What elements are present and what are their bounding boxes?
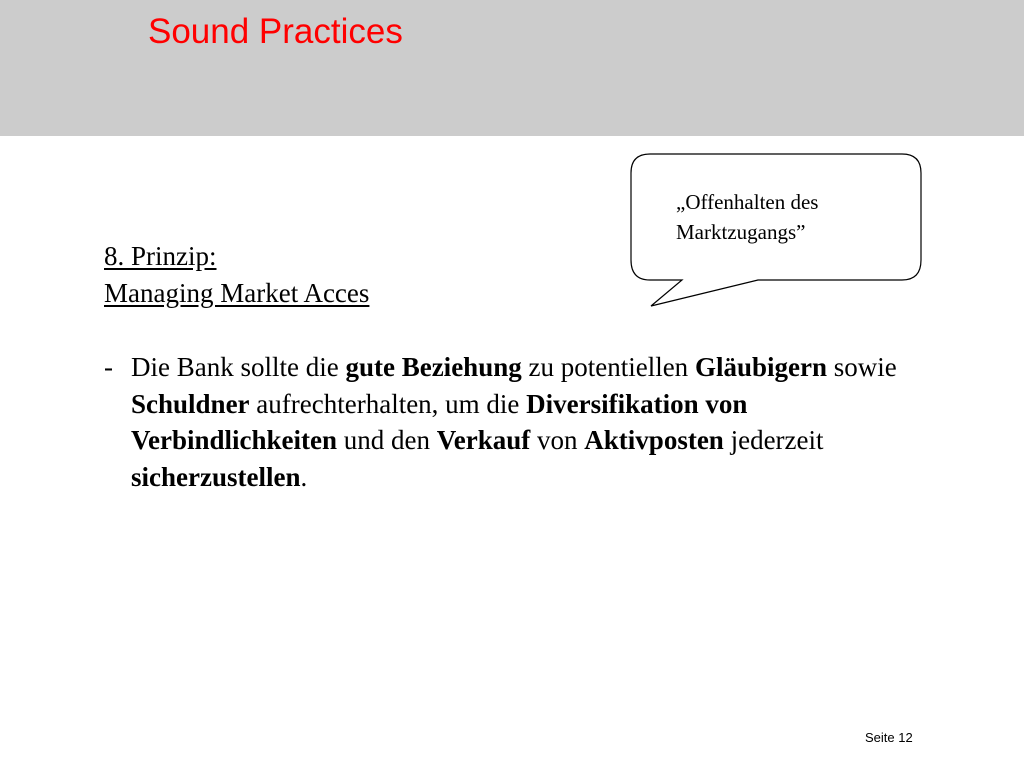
bullet-emphasis: Aktivposten <box>584 425 724 455</box>
bullet-text <box>131 349 941 495</box>
callout-line-2: Marktzugangs” <box>676 220 806 244</box>
bullet-segment: von <box>530 425 585 455</box>
bullet-segment: . <box>300 461 308 492</box>
principle-name: Managing Market Acces <box>104 278 370 308</box>
speech-bubble-callout <box>630 153 922 308</box>
bullet-segment: zu potentiellen <box>521 352 695 382</box>
bullet-emphasis: Gläubigern <box>694 352 827 382</box>
bullet-emphasis: Diversifikation von Verbindlichkeiten <box>131 388 748 455</box>
bullet-emphasis: sicherzustellen <box>131 461 301 492</box>
principle-heading <box>104 238 369 312</box>
bullet-segment: Die Bank sollte die <box>131 352 346 382</box>
callout-text <box>676 187 876 247</box>
callout-line-1: „Offenhalten des <box>676 190 819 214</box>
bullet-segment: jederzeit <box>723 425 824 455</box>
principle-number: 8. Prinzip: <box>104 241 217 271</box>
slide-title: Sound Practices <box>148 12 403 51</box>
header-band <box>0 0 1024 136</box>
bullet-segment: sowie <box>826 352 897 382</box>
bullet-emphasis: Verkauf <box>436 425 531 455</box>
page-number: Seite 12 <box>865 730 913 745</box>
bullet-dash: - <box>104 352 113 382</box>
bullet-segment: und den <box>337 425 437 455</box>
bullet-segment: aufrechterhalten, um die <box>249 388 527 419</box>
bullet-emphasis: Schuldner <box>131 388 250 419</box>
bullet-emphasis: gute Beziehung <box>345 352 522 382</box>
